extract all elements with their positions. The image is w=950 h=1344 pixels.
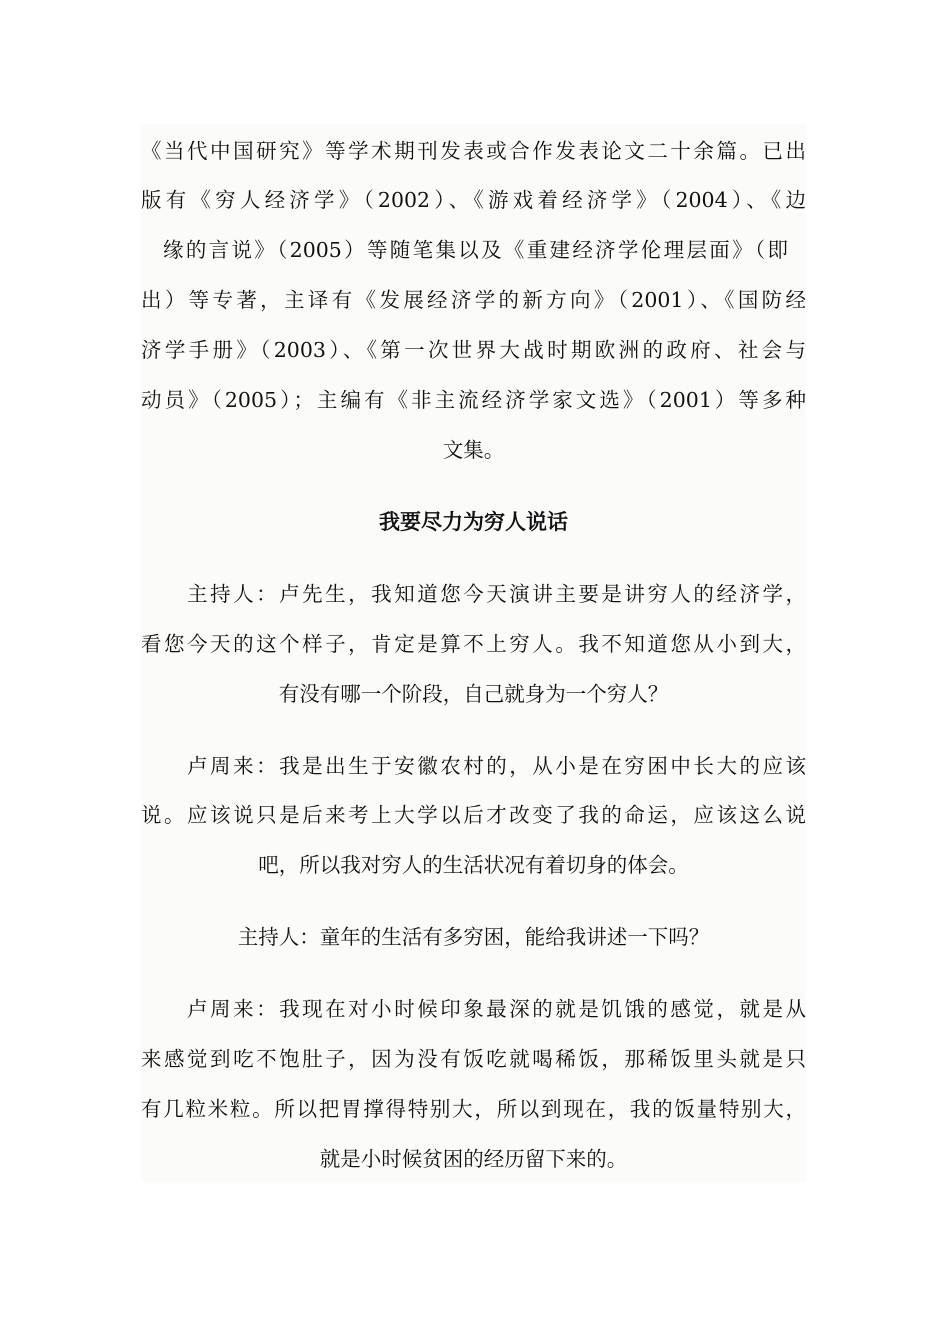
- dialogue-2-line-1: 卢周来：我是出生于安徽农村的，从小是在穷困中长大的应该: [141, 754, 806, 778]
- dialogue-4-line-2: 来感觉到吃不饱肚子，因为没有饭吃就喝稀饭，那稀饭里头就是只: [141, 1047, 806, 1071]
- bio-line-5: 济学手册》（2003）、《第一次世界大战时期欧洲的政府、社会与: [141, 338, 806, 362]
- dialogue-1-line-2: 看您今天的这个样子，肯定是算不上穷人。我不知道您从小到大，: [141, 632, 806, 656]
- bio-line-7: 文集。: [442, 438, 505, 462]
- dialogue-1-line-1: 主持人：卢先生，我知道您今天演讲主要是讲穷人的经济学，: [141, 582, 806, 606]
- dialogue-4-line-1: 卢周来：我现在对小时候印象最深的就是饥饿的感觉，就是从: [141, 997, 806, 1021]
- dialogue-2-line-2: 说。应该说只是后来考上大学以后才改变了我的命运，应该这么说: [141, 803, 806, 827]
- dialogue-4-line-3: 有几粒米粒。所以把胃撑得特别大，所以到现在，我的饭量特别大，: [141, 1097, 806, 1121]
- dialogue-4-line-4: 就是小时候贫困的经历留下来的。: [319, 1147, 628, 1171]
- dialogue-2-line-3: 吧，所以我对穷人的生活状况有着切身的体会。: [258, 853, 689, 877]
- bio-line-1: 《当代中国研究》等学术期刊发表或合作发表论文二十余篇。已出: [141, 139, 806, 163]
- bio-line-2: 版有《穷人经济学》（2002）、《游戏着经济学》（2004）、《边: [141, 188, 806, 212]
- bio-line-4: 出）等专著，主译有《发展经济学的新方向》（2001）、《国防经: [141, 288, 806, 312]
- bio-line-6: 动员》（2005）；主编有《非主流经济学家文选》（2001）等多种: [141, 388, 806, 412]
- bio-line-3: 缘的言说》（2005）等随笔集以及《重建经济学伦理层面》（即: [163, 238, 788, 262]
- section-title: 我要尽力为穷人说话: [379, 509, 568, 534]
- dialogue-1-line-3: 有没有哪一个阶段，自己就身为一个穷人？: [278, 682, 669, 706]
- dialogue-3-line-1: 主持人：童年的生活有多穷困，能给我讲述一下吗？: [237, 925, 710, 949]
